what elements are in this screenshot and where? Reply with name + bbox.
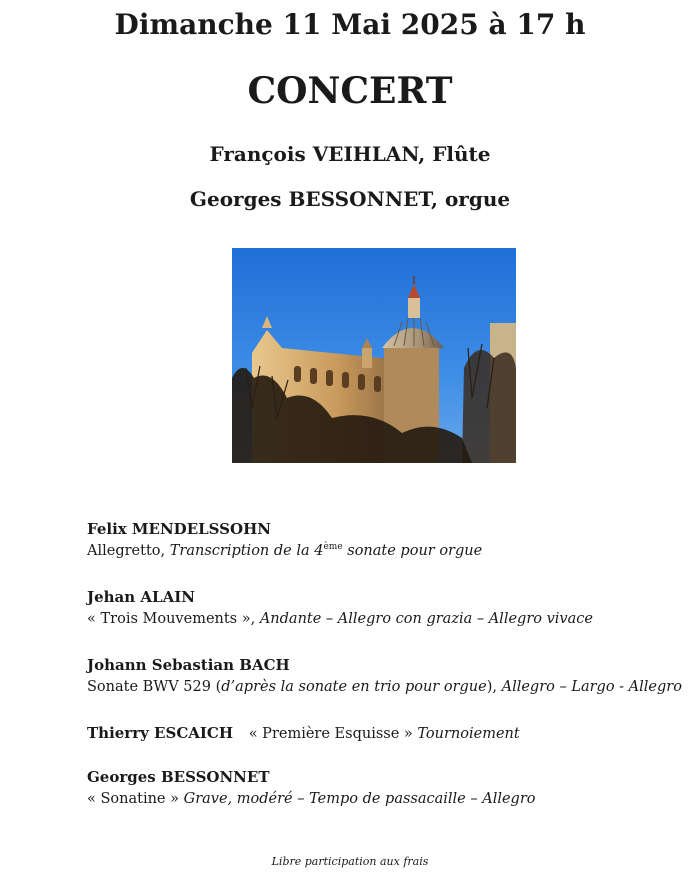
program-item (87, 724, 687, 742)
piece-italic: sonate pour orgue (342, 543, 483, 559)
performer-organ: Georges BESSONNET, orgue (189, 187, 511, 211)
composer-name: Johann Sebastian BACH (87, 656, 290, 674)
footer-note: Libre participation aux frais (271, 855, 429, 868)
piece-italic: Tournoiement (417, 726, 520, 742)
performer-flute: François VEIHLAN, Flûte (209, 142, 491, 166)
piece-title (87, 611, 687, 627)
piece-italic: Grave, modéré – Tempo de passacaille – Allegro (183, 791, 536, 807)
composer-name: Georges BESSONNET (87, 768, 270, 786)
program-item (87, 768, 687, 807)
piece-text: Sonate BWV 529 ( (87, 679, 222, 695)
composer-name: Thierry ESCAICH (87, 724, 234, 742)
program-item (87, 656, 687, 695)
piece-superscript: ème (323, 542, 343, 552)
piece-text: Allegretto, (87, 543, 170, 559)
concert-date: Dimanche 11 Mai 2025 à 17 h (114, 8, 586, 41)
program-item (87, 588, 687, 627)
piece-italic: Andante – Allegro con grazia – Allegro vivace (259, 611, 593, 627)
composer-name: Felix MENDELSSOHN (87, 520, 271, 538)
piece-title (87, 543, 687, 559)
church-photo (232, 248, 516, 463)
piece-italic: Allegro – Largo - Allegro (501, 679, 682, 695)
piece-italic: d’après la sonate en trio pour orgue (221, 679, 487, 695)
piece-title (87, 791, 687, 807)
piece-text: « Trois Mouvements », (87, 611, 260, 627)
page-title: CONCERT (247, 70, 453, 112)
piece-text: ), (486, 679, 502, 695)
piece-title (87, 679, 687, 695)
piece-italic: Transcription de la 4 (169, 543, 324, 559)
composer-name: Jehan ALAIN (87, 588, 195, 606)
piece-text: « Première Esquisse » (248, 726, 418, 742)
piece-text: « Sonatine » (87, 791, 184, 807)
program-item (87, 520, 687, 559)
